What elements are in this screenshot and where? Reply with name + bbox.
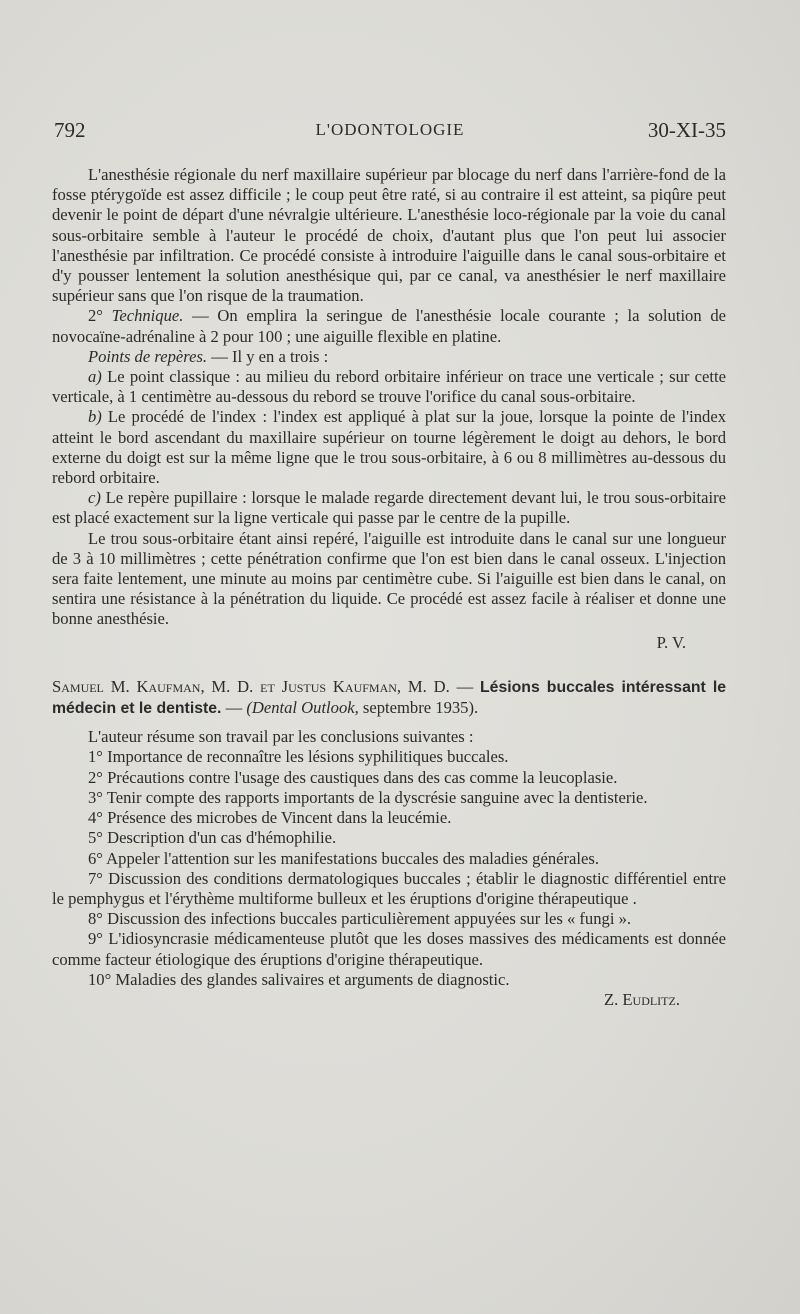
list-item: 5° Description d'un cas d'hémophilie. xyxy=(88,828,337,848)
paragraph: Points de repères. — Il y en a trois : xyxy=(88,346,329,366)
section-label: Technique. xyxy=(111,306,184,326)
running-header xyxy=(54,118,726,146)
list-item: 10° Maladies des glandes salivaires et arguments de diagnostic. xyxy=(88,969,510,989)
article-title: Lésions buccales intéressant le médecin et le dentiste. xyxy=(52,678,727,718)
list-item: 2° Précautions contre l'usage des caustiques dans des cas comme la leucoplasie. xyxy=(88,767,618,787)
source-journal: (Dental Outlook, xyxy=(246,698,359,718)
paragraph: b) Le procédé de l'index : l'index est appliqué à plat sur la joue, lorsque la pointe de l'index atteint le bord ascendant du maxillaire supérieur on tourne légèrement le doigt au dehors, le bord externe du doigt est sur la même ligne que le trou sous-orbitaire, à 6 ou 8 millimètres au-dessous du rebord orbitaire. xyxy=(52,407,726,488)
body-text xyxy=(52,165,726,1010)
paragraph: a) Le point classique : au milieu du rebord orbitaire inférieur on trace une verticale ; sur cette verticale, à 1 centimètre au-dessous du rebord se trouve l'orifice du canal sous-orbitaire. xyxy=(52,367,726,407)
paragraph: c) Le repère pupillaire : lorsque le malade regarde directement devant lui, le trou sous-orbitaire est placé exactement sur la ligne verticale qui passe par le centre de la pupille. xyxy=(52,488,726,528)
paragraph: L'anesthésie régionale du nerf maxillaire supérieur par blocage du nerf dans l'arrière-fond de la fosse ptérygoïde est assez difficile ; le coup peut être raté, si au contraire il est atteint, sa piqûre peut devenir le point de départ d'une névralgie ultérieure. L'anesthésie loco-régionale par la voie du canal sous-orbitaire semble à l'auteur le procédé de choix, d'autant plus que l'on peut lui associer l'anesthésie par infiltration. Ce procédé consiste à introduire l'aiguille dans le canal sous-orbitaire et d'y pousser lentement la solution anesthésique qui, par ce canal, va anesthésier le nerf maxillaire supérieur sans que l'on risque de la traumation. xyxy=(52,165,726,306)
list-item: 7° Discussion des conditions dermatologiques buccales ; établir le diagnostic différentiel entre le pemphygus et l'érythème multiforme bulleux et les éruptions d'origine thérapeutique . xyxy=(52,868,726,908)
list-item: 3° Tenir compte des rapports importants de la dyscrésie sanguine avec la dentisterie. xyxy=(88,787,648,807)
list-item: 4° Présence des microbes de Vincent dans la leucémie. xyxy=(88,808,452,828)
article-heading: Samuel M. Kaufman, M. D. et Justus Kaufman, M. D. — Lésions buccales intéressant le médecin et le dentiste. — (Dental Outlook, septembre 1935). xyxy=(52,676,727,718)
issue-date: 30-XI-35 xyxy=(647,118,726,142)
section-label: Points de repères. xyxy=(88,346,208,366)
page-number: 792 xyxy=(54,118,86,142)
list-item: 6° Appeler l'attention sur les manifestations buccales des maladies générales. xyxy=(88,848,599,868)
list-item: 1° Importance de reconnaître les lésions syphilitiques buccales. xyxy=(88,747,509,767)
paragraph: L'auteur résume son travail par les conclusions suivantes : xyxy=(88,727,474,747)
list-item: 9° L'idiosyncrasie médicamenteuse plutôt que les doses massives des médicaments est donnée comme facteur étiologique des éruptions d'origine thérapeutique. xyxy=(52,929,726,969)
paragraph: Le trou sous-orbitaire étant ainsi repéré, l'aiguille est introduite dans le canal sur une longueur de 3 à 10 millimètres ; cette pénétration confirme que l'on est bien dans le canal osseux. L'injection sera faite lentement, une minute au moins par centimètre cube. Si l'aiguille est bien dans le canal, on sentira une résistance à la pénétration du liquide. Ce procédé est assez facile à réaliser et donne une bonne anesthésie. xyxy=(52,528,726,629)
signature: P. V. xyxy=(656,632,686,652)
authors: Samuel M. Kaufman, M. D. et Justus Kaufman, M. D. xyxy=(52,676,450,696)
journal-title: L'ODONTOLOGIE xyxy=(315,120,465,139)
list-item: 8° Discussion des infections buccales particulièrement appuyées sur les « fungi ». xyxy=(88,909,632,929)
signature: Z. Eudlitz. xyxy=(603,989,680,1009)
paragraph: 2° Technique. — On emplira la seringue de l'anesthésie locale courante ; la solution de novocaïne-adrénaline à 2 pour 100 ; une aiguille flexible en platine. xyxy=(52,306,726,346)
